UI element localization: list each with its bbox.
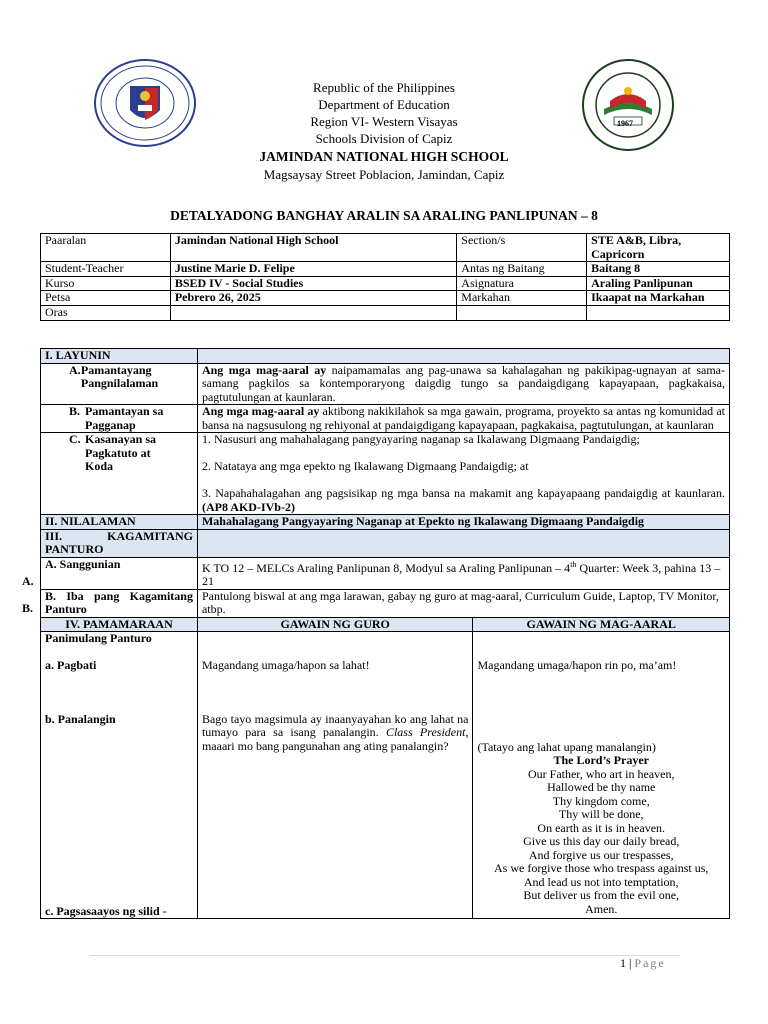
- row-nilalaman: [41, 515, 730, 530]
- label-panalangin: b. Panalangin: [45, 711, 116, 726]
- prayer-line: And forgive us our trespasses,: [528, 847, 674, 862]
- row-pamamaraan-heading: [41, 617, 730, 632]
- row-kasanayan: [41, 433, 730, 515]
- value-student-teacher: Justine Marie D. Felipe: [170, 262, 456, 277]
- text-iba-pang-kagamitan: Pantulong biswal at ang mga larawan, gabay ng guro at mag-aaral, Curriculum Guide, Laptop, TV Monitor, atbp.: [197, 589, 729, 617]
- value-oras: [170, 305, 456, 320]
- kasanayan-2: 2. Natataya ang mga epekto ng Ikalawang Digmaang Pandaigdig; at: [201, 459, 529, 473]
- a-bold: Ang mga mag-aaral ay: [201, 362, 327, 377]
- value-markahan: Ikaapat na Markahan: [587, 291, 730, 306]
- kasanayan-3: [202, 487, 725, 514]
- pagbati-guro: Magandang umaga/hapon sa lahat!: [201, 658, 370, 672]
- text-kasanayan: [197, 433, 729, 515]
- label-pagbati: a. Pagbati: [45, 658, 97, 672]
- prayer-line: Our Father, who art in heaven,: [527, 766, 675, 781]
- label-empty: [457, 305, 587, 320]
- footer-rule: [90, 955, 680, 956]
- value-kurso: BSED IV - Social Studies: [170, 276, 456, 291]
- heading-nilalaman: II. NILALAMAN: [41, 515, 198, 530]
- procedure-column: [41, 632, 198, 919]
- sanggunian-text-1: K TO 12 – MELCs Araling Panlipunan 8, Modyul sa Araling Panlipunan – 4: [201, 560, 571, 575]
- value-petsa: Pebrero 26, 2025: [170, 291, 456, 306]
- label-c-title: Kasanayan sa Pagkatuto at Koda: [85, 432, 157, 473]
- prayer-line: But deliver us from the evil one,: [523, 888, 680, 902]
- heading-gawain-magaaral: GAWAIN NG MAG-AARAL: [473, 617, 730, 632]
- value-antas: Baitang 8: [587, 262, 730, 277]
- page-label: Page: [634, 956, 666, 970]
- label-antas: Antas ng Baitang: [457, 262, 587, 277]
- row-iba-pang-kagamitan: [41, 589, 730, 617]
- row-sanggunian: [41, 557, 730, 589]
- letterhead-republic: Republic of the Philippines: [313, 80, 455, 95]
- panalangin-guro: [202, 713, 468, 754]
- label-kasanayan: [41, 433, 198, 515]
- pagbati-magaaral: Magandang umaga/hapon rin po, ma’am!: [477, 658, 677, 672]
- text-pamantayang-pangnilalaman: [197, 363, 729, 405]
- letterhead-region: Region VI- Western Visayas: [310, 114, 458, 129]
- kasanayan-3-text: 3. Napahahalagahan ang pagsisikap ng mga bansa na makamit ang kapayapaang pandaigdig at kaunlaran.: [201, 486, 725, 500]
- sanggunian-text-2: Quarter: Week 3, pahina 13 – 21: [201, 560, 721, 588]
- row-kagamitan: [41, 529, 730, 557]
- label-markahan: Markahan: [457, 291, 587, 306]
- value-asignatura: Araling Panlipunan: [587, 276, 730, 291]
- guro-column: [197, 632, 472, 919]
- page-number-sep: |: [626, 956, 635, 970]
- info-row-paaralan: [41, 234, 730, 262]
- label-a-letter: A.: [69, 362, 81, 377]
- lesson-plan-table: [40, 348, 730, 919]
- side-marker-b: B.: [22, 601, 34, 615]
- panalangin-magaaral: (Tatayo ang lahat upang manalangin): [477, 739, 656, 754]
- label-pagsasaayos: c. Pagsasaayos ng silid -: [45, 903, 167, 918]
- kasanayan-1: 1. Nasusuri ang mahahalagang pangyayaring naganap sa Ikalawang Digmaang Pandaigdig;: [201, 432, 640, 446]
- info-row-petsa: [41, 291, 730, 306]
- row-layunin: [41, 349, 730, 364]
- a-text: naipamamalas ang pag-unawa sa kahalagahan ng pakikipag-ugnayan at sama-samang pagkilos sa kontemporaryong daigdig tungo sa pandaigdigang kapayapaan, pagkakaisa, pagtutulungan at kaunlaran.: [201, 362, 725, 404]
- label-b-title: Pamantayan sa Pagganap: [85, 404, 164, 432]
- heading-kagamitan: III. KAGAMITANG PANTURO: [41, 529, 198, 557]
- heading-gawain-guro: GAWAIN NG GURO: [197, 617, 472, 632]
- label-section: Section/s: [457, 234, 587, 262]
- label-pamantayang-pangnilalaman: [41, 363, 198, 405]
- text-nilalaman: Mahahalagang Pangyayaring Naganap at Epekto ng Ikalawang Digmaang Pandaigdig: [197, 515, 729, 530]
- heading-layunin-blank: [197, 349, 729, 364]
- letterhead-address: Magsaysay Street Poblacion, Jamindan, Capiz: [263, 167, 505, 182]
- info-row-oras: [41, 305, 730, 320]
- heading-pamamaraan: IV. PAMAMARAAN: [41, 617, 198, 632]
- info-table: [40, 233, 730, 321]
- b-text: aktibong nakikilahok sa mga gawain, programa, proyekto sa antas ng komunidad at bansa na nagsusulong ng rehiyonal at pandaigdigang kapayapaan, pagkakaisa, pagtutulungan, at kaunlaran: [201, 404, 725, 432]
- info-row-student-teacher: [41, 262, 730, 277]
- label-c-letter: C.: [69, 432, 81, 446]
- text-pamantayan-sa-pagganap: [197, 405, 729, 433]
- row-panimula: [41, 632, 730, 919]
- prayer-line: Hallowed be thy name: [547, 780, 656, 794]
- page-number-value: 1: [620, 956, 626, 970]
- magaaral-column: [473, 632, 730, 919]
- b-bold: Ang mga mag-aaral ay: [201, 404, 320, 418]
- label-student-teacher: Student-Teacher: [41, 262, 171, 277]
- label-paaralan: Paaralan: [41, 234, 171, 262]
- value-section: STE A&B, Libra, Capricorn: [587, 234, 730, 262]
- prayer-line: Thy kingdom come,: [552, 793, 650, 808]
- label-iba-pang-kagamitan: B. Iba pang Kagamitang Panturo: [41, 589, 198, 617]
- text-sanggunian: [197, 557, 729, 589]
- panalangin-guro-1: Bago tayo magsimula ay inaanyayahan ko ang lahat na tumayo para sa isang panalangin.: [201, 711, 469, 739]
- heading-layunin: I. LAYUNIN: [41, 349, 198, 364]
- label-b-letter: B.: [69, 404, 81, 418]
- letterhead-deped: Department of Education: [318, 97, 450, 112]
- page-number: [620, 956, 666, 971]
- value-paaralan: Jamindan National High School: [170, 234, 456, 262]
- prayer-line: Give us this day our daily bread,: [523, 834, 680, 848]
- side-marker-a: A.: [22, 574, 34, 588]
- label-oras: Oras: [41, 305, 171, 320]
- prayer-title: The Lord’s Prayer: [553, 753, 649, 767]
- label-kurso: Kurso: [41, 276, 171, 291]
- school-seal-year: 1967: [617, 119, 633, 128]
- row-pamantayang-pangnilalaman: [41, 363, 730, 405]
- label-a-title: Pamantayang Pangnilalaman: [80, 362, 159, 390]
- prayer-line: Thy will be done,: [558, 807, 644, 821]
- sanggunian-sup: th: [570, 559, 577, 569]
- prayer-line: On earth as it is in heaven.: [537, 820, 666, 835]
- panalangin-guro-em: Class President: [385, 725, 466, 739]
- letterhead-division: Schools Division of Capiz: [315, 131, 453, 146]
- row-pamantayan-sa-pagganap: [41, 405, 730, 433]
- label-pamantayan-sa-pagganap: [41, 405, 198, 433]
- kasanayan-code: (AP8 AKD-IVb-2): [201, 499, 295, 514]
- label-panimula: Panimulang Panturo: [45, 631, 152, 645]
- heading-kagamitan-blank: [197, 529, 729, 557]
- label-petsa: Petsa: [41, 291, 171, 306]
- label-asignatura: Asignatura: [457, 276, 587, 291]
- info-row-kurso: [41, 276, 730, 291]
- value-empty: [587, 305, 730, 320]
- prayer-line: And lead us not into temptation,: [523, 874, 679, 889]
- letterhead-school: JAMINDAN NATIONAL HIGH SCHOOL: [259, 149, 509, 164]
- panalangin-guro-2: , maaari mo bang pangunahan ang ating panalangin?: [201, 725, 469, 753]
- label-sanggunian: A. Sanggunian: [41, 557, 198, 589]
- prayer-line: Amen.: [585, 901, 618, 916]
- document-title: DETALYADONG BANGHAY ARALIN SA ARALING PANLIPUNAN – 8: [170, 208, 598, 223]
- prayer-line: As we forgive those who trespass against us,: [494, 861, 709, 875]
